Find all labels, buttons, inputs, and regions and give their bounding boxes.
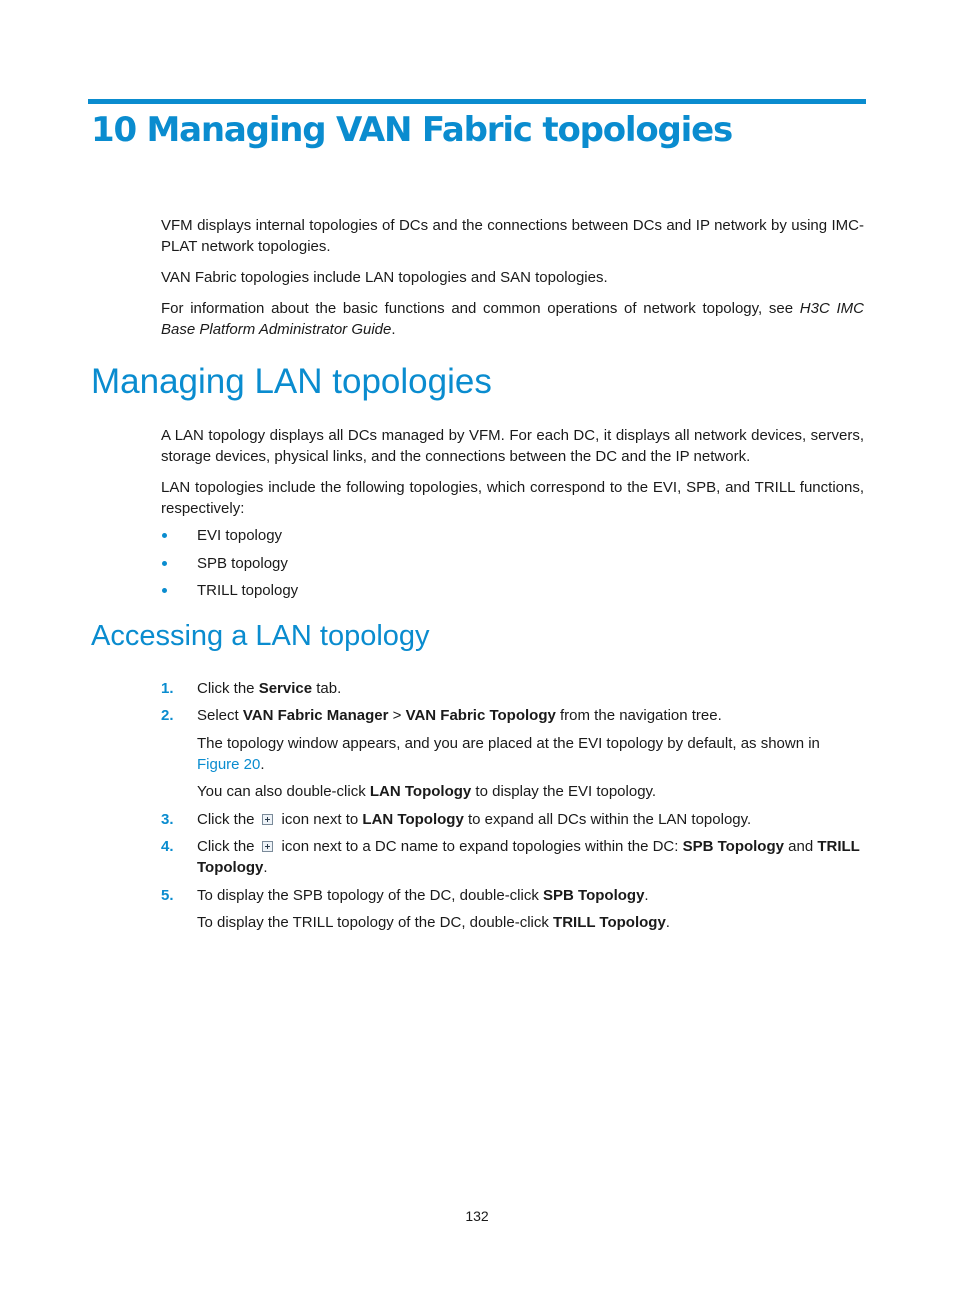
chapter-title: 10 Managing VAN Fabric topologies xyxy=(91,110,732,150)
page-number: 132 xyxy=(465,1208,489,1224)
lan-paragraph-2: LAN topologies include the following topologies, which correspond to the EVI, SPB, and TRILL functions, respectively: xyxy=(161,479,864,517)
intro-paragraph-1: VFM displays internal topologies of DCs and the connections between DCs and IP network by using IMC-PLAT network topologies. xyxy=(161,217,864,255)
bullet-icon xyxy=(162,561,167,566)
bullet-icon xyxy=(162,533,167,538)
lan-paragraph-1: A LAN topology displays all DCs managed by VFM. For each DC, it displays all network devices, servers, storage devices, physical links, and the connections between the DC and the IP network. xyxy=(161,427,864,465)
intro-paragraph-3: For information about the basic functions and common operations of network topology, see H3C IMC Base Platform Administrator Guide. xyxy=(161,300,864,338)
guide-reference: H3C IMC Base Platform Administrator Guide xyxy=(161,300,864,338)
step-2-note-1: The topology window appears, and you are placed at the EVI topology by default, as shown in Figure 20. xyxy=(197,735,820,773)
intro-paragraph-2: VAN Fabric topologies include LAN topologies and SAN topologies. xyxy=(161,269,608,286)
expand-plus-icon xyxy=(262,841,273,852)
step-2-note-2: You can also double-click LAN Topology to display the EVI topology. xyxy=(197,783,657,800)
step-5-note: To display the TRILL topology of the DC, double-click TRILL Topology. xyxy=(197,914,670,931)
section-heading-lan: Managing LAN topologies xyxy=(91,362,492,401)
bullet-icon xyxy=(162,588,167,593)
chapter-rule xyxy=(88,99,866,104)
figure-20-link[interactable]: Figure 20 xyxy=(197,756,261,773)
expand-plus-icon xyxy=(262,814,273,825)
section-heading-access: Accessing a LAN topology xyxy=(91,620,430,652)
